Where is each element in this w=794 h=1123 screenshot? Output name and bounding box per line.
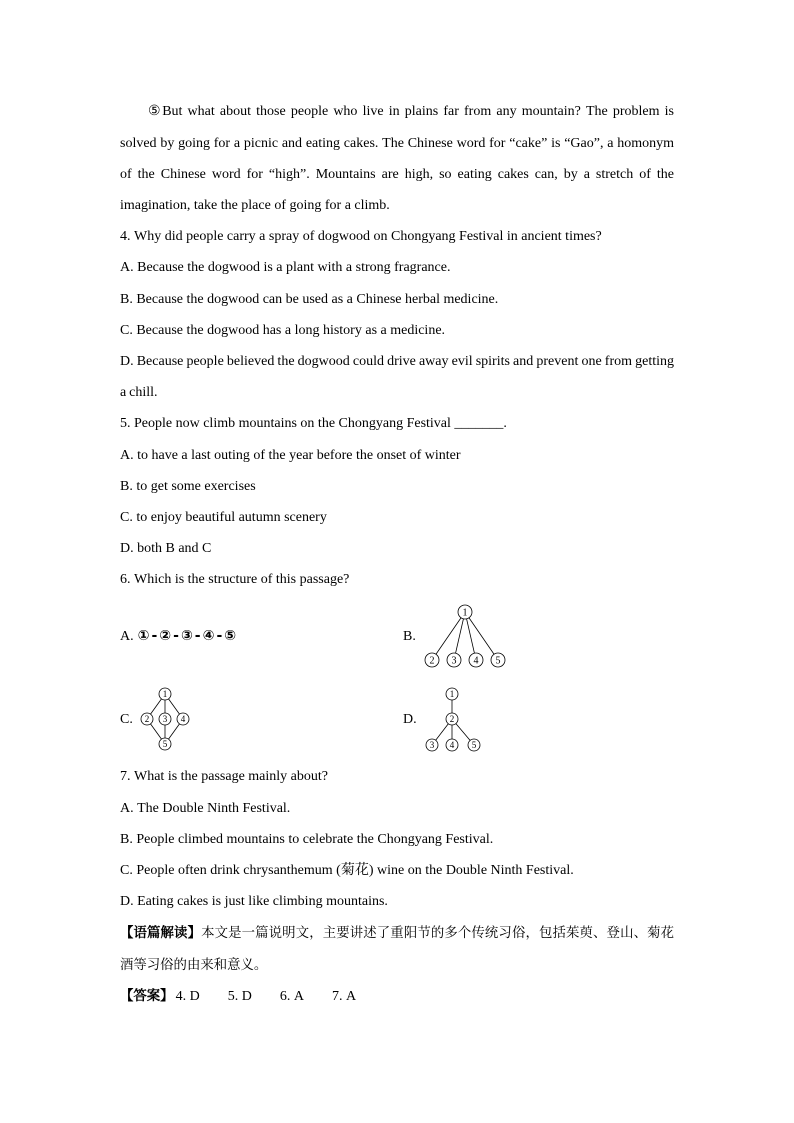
analysis-text: 本文是一篇说明文，主要讲述了重阳节的多个传统习俗，包括茱萸、登山、菊花酒等习俗的由来和意义。: [120, 925, 674, 972]
question-7-option-b: B. People climbed mountains to celebrate the Chongyang Festival.: [120, 831, 494, 847]
node-label: 4: [473, 655, 479, 667]
diagram-node-4: [177, 713, 189, 725]
diagram-node-3: [159, 713, 171, 725]
question-6-options: [120, 595, 674, 761]
option-label: A.: [120, 629, 134, 645]
answer-key: [120, 980, 674, 1011]
node-label: 2: [144, 713, 150, 724]
diagram-node-5: [491, 653, 505, 667]
structure-diagram-d: [420, 684, 490, 756]
node-label: 3: [429, 739, 435, 750]
node-label: 5: [471, 739, 477, 750]
question-4-option-a: A. Because the dogwood is a plant with a strong fragrance.: [120, 260, 451, 276]
passage-paragraph-5: ⑤But what about those people who live in plains far from any mountain? The problem is solved by going for a picnic and eating cakes. The Chinese word for “cake” is “Gao”, a homonym of the Chinese word for “high”. Mountains are high, so eating cakes can, by a stretch of the imagination, take the place of going for a climb.: [120, 104, 674, 213]
node-label: 3: [451, 655, 457, 667]
node-label: 4: [449, 739, 455, 750]
node-label: 1: [449, 688, 455, 699]
diagram-node-1: [458, 605, 472, 619]
diagram-node-2: [141, 713, 153, 725]
diagram-node-2: [425, 653, 439, 667]
option-label: C.: [120, 712, 133, 728]
diagram-node-3: [426, 739, 438, 751]
question-5-option-a: A. to have a last outing of the year before the onset of winter: [120, 447, 461, 463]
question-5-option-d: D. both B and C: [120, 541, 212, 557]
node-label: 2: [429, 655, 435, 667]
question-6-option-c: [120, 678, 340, 761]
node-label: 5: [495, 655, 501, 667]
passage-analysis: [120, 917, 674, 979]
question-7-option-d: D. Eating cakes is just like climbing mountains.: [120, 894, 388, 910]
node-label: 2: [449, 713, 455, 724]
structure-sequence: ①-②-③-④-⑤: [137, 628, 239, 645]
structure-diagram-c: [135, 684, 195, 754]
question-5-option-b: B. to get some exercises: [120, 478, 256, 494]
answer-item: 7. A: [331, 988, 357, 1004]
structure-diagram-b: [420, 600, 510, 672]
question-5-option-c: C. to enjoy beautiful autumn scenery: [120, 509, 327, 525]
question-7-option-a: A. The Double Ninth Festival.: [120, 800, 291, 816]
diagram-node-3: [447, 653, 461, 667]
option-label: D.: [403, 712, 417, 728]
diagram-node-4: [446, 739, 458, 751]
question-6-option-b: [403, 595, 633, 675]
question-6-stem: 6. Which is the structure of this passage?: [120, 572, 350, 588]
node-label: 4: [180, 713, 186, 724]
diagram-node-4: [469, 653, 483, 667]
answer-label: 【答案】: [120, 987, 174, 1003]
question-4-option-d: D. Because people believed the dogwood could drive away evil spirits and prevent one from getting a chill.: [120, 353, 674, 401]
option-a-row: [120, 621, 238, 652]
option-label: B.: [403, 629, 416, 645]
answer-item: 5. D: [227, 988, 252, 1004]
diagram-edge-1-5: [465, 612, 498, 660]
question-6-option-a: [120, 595, 340, 675]
diagram-edge-1-2: [432, 612, 465, 660]
diagram-node-5: [159, 738, 171, 750]
question-4-option-c: C. Because the dogwood has a long history as a medicine.: [120, 322, 446, 338]
question-5-stem: 5. People now climb mountains on the Chongyang Festival _______.: [120, 416, 507, 432]
answer-item: 4. D: [175, 988, 200, 1004]
diagram-node-1: [446, 688, 458, 700]
question-4-option-b: B. Because the dogwood can be used as a Chinese herbal medicine.: [120, 291, 499, 307]
analysis-label: 【语篇解读】: [120, 925, 202, 941]
diagram-node-2: [446, 713, 458, 725]
answer-item: 6. A: [279, 988, 304, 1004]
document-page: [120, 96, 674, 1011]
node-label: 1: [462, 607, 468, 619]
diagram-node-5: [468, 739, 480, 751]
node-label: 3: [162, 713, 168, 724]
question-7-stem: 7. What is the passage mainly about?: [120, 769, 328, 785]
diagram-node-1: [159, 688, 171, 700]
question-7-option-c: C. People often drink chrysanthemum (菊花) wine on the Double Ninth Festival.: [120, 863, 574, 879]
question-4-stem: 4. Why did people carry a spray of dogwood on Chongyang Festival in ancient times?: [120, 229, 602, 245]
node-label: 5: [162, 738, 168, 749]
question-6-option-d: [403, 678, 633, 761]
node-label: 1: [162, 688, 168, 699]
